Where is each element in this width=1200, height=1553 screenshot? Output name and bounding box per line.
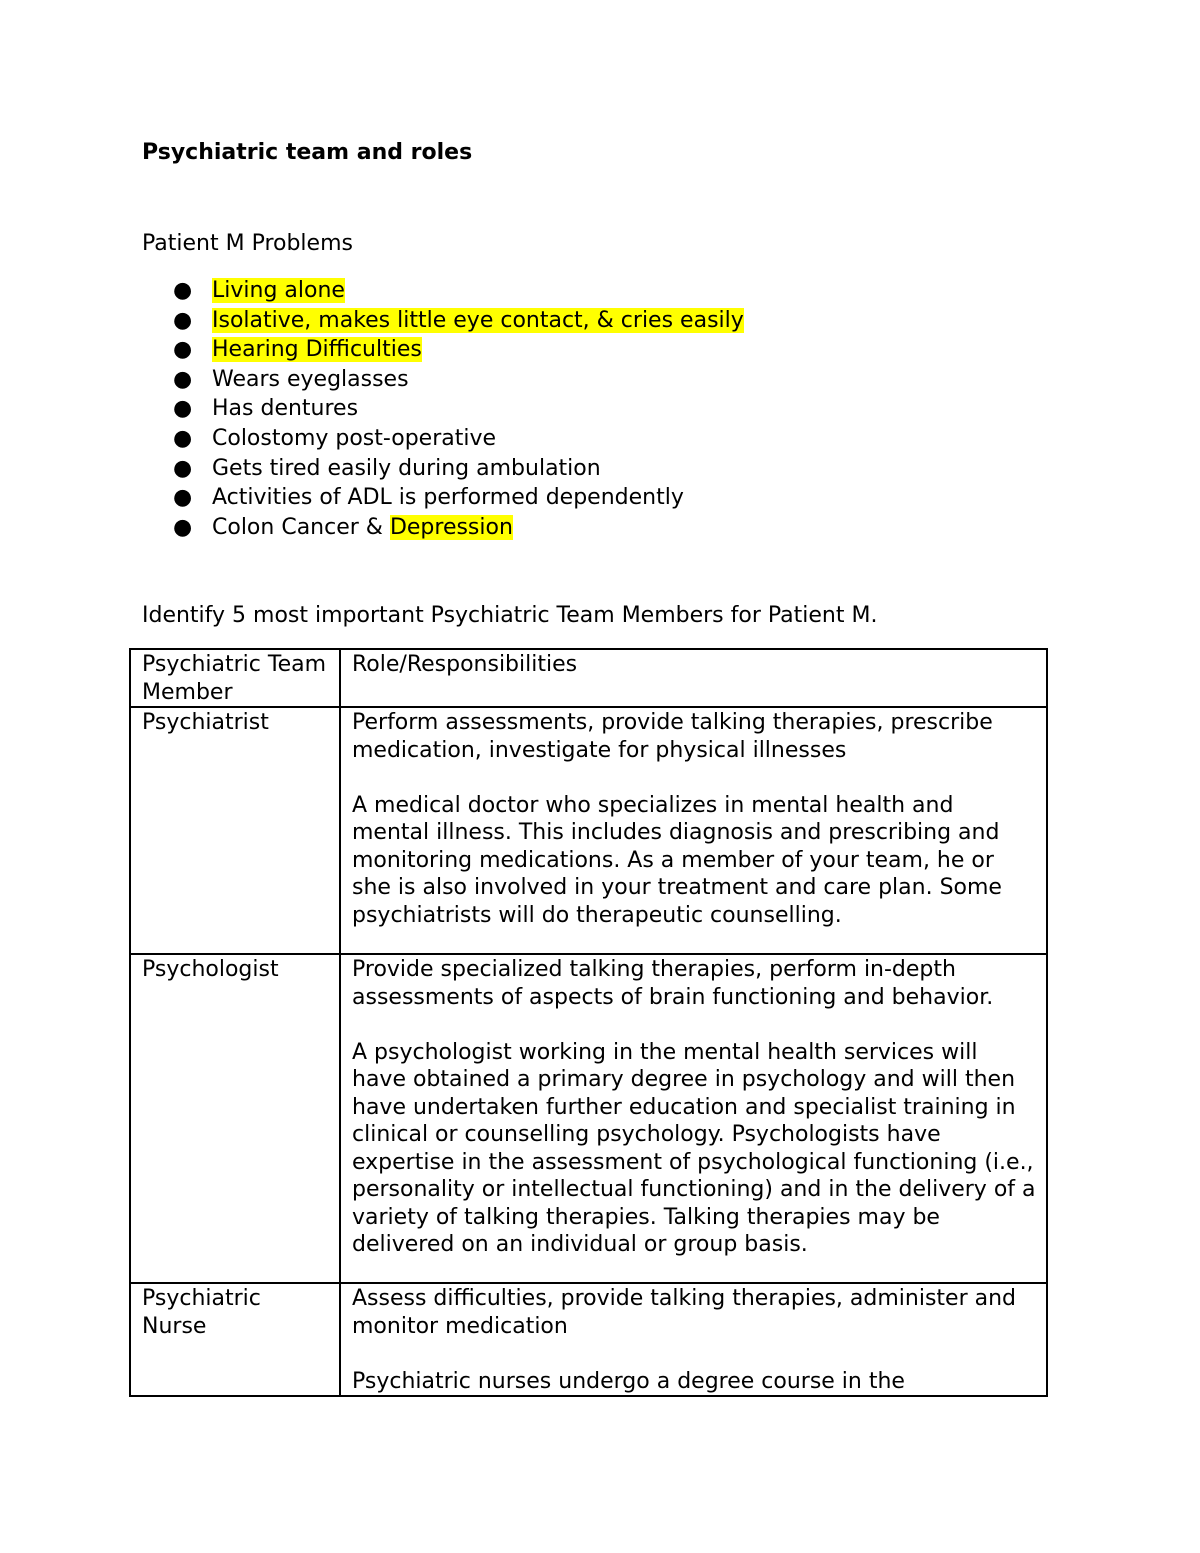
member-cell: Psychiatric Nurse: [130, 1283, 340, 1396]
problem-list: [142, 276, 744, 542]
header-cell-role: Role/Responsibilities: [340, 649, 1047, 707]
table-header-row: [130, 649, 1047, 707]
list-item: [142, 394, 744, 424]
bullet-icon: ●: [173, 425, 193, 451]
bullet-icon: ●: [173, 514, 193, 540]
highlighted-text: Hearing Difficulties: [212, 337, 422, 363]
table-row: [130, 954, 1047, 1283]
document-title: Psychiatric team and roles: [142, 140, 473, 165]
bullet-icon: ●: [173, 307, 193, 333]
bullet-icon: ●: [173, 278, 193, 303]
role-summary: Perform assessments, provide talking therapies, prescribe medication, investigate for physical illnesses: [352, 710, 993, 763]
list-item: [142, 335, 744, 365]
highlighted-text: Isolative, makes little eye contact, & cries easily: [212, 307, 744, 333]
list-item: [142, 424, 744, 454]
role-detail: A psychologist working in the mental health services will have obtained a primary degree in psychology and will then have undertaken further education and specialist training in clinical or counselling psychology. Psychologists have expertise in the assessment of psychological functioning (i.e., personality or intellectual functioning) and in the delivery of a variety of talking therapies. Talking therapies may be delivered on an individual or group basis.: [352, 1039, 1036, 1257]
problems-heading: Patient M Problems: [142, 231, 353, 256]
list-item-text: Activities of ADL is performed dependently: [212, 485, 684, 511]
role-cell: [340, 1283, 1047, 1396]
role-cell: [340, 707, 1047, 954]
bullet-icon: ●: [173, 485, 193, 511]
header-cell-member: Psychiatric Team Member: [130, 649, 340, 707]
list-item: [142, 454, 744, 484]
member-cell: Psychologist: [130, 954, 340, 1283]
list-item-text: Has dentures: [212, 396, 359, 422]
paragraph-gap: [352, 764, 1036, 792]
list-item: [142, 483, 744, 513]
instruction-text: Identify 5 most important Psychiatric Team Members for Patient M.: [142, 603, 878, 628]
highlighted-text: Depression: [389, 514, 513, 540]
role-summary: Assess difficulties, provide talking therapies, administer and monitor medication: [352, 1286, 1017, 1339]
role-detail: A medical doctor who specializes in mental health and mental illness. This includes diagnosis and prescribing and monitoring medications. As a member of your team, he or she is also involved in your treatment and care plan. Some psychiatrists will do therapeutic counselling.: [352, 792, 1002, 928]
member-cell: Psychiatrist: [130, 707, 340, 954]
table-row: [130, 1283, 1047, 1396]
list-item-text: Colon Cancer &: [212, 514, 390, 540]
list-item: [142, 513, 744, 543]
bullet-icon: ●: [173, 366, 193, 392]
list-item-text: Colostomy post-operative: [212, 425, 497, 451]
bullet-icon: ●: [173, 396, 193, 422]
table-row: [130, 707, 1047, 954]
bullet-icon: ●: [173, 455, 193, 481]
bullet-icon: ●: [173, 337, 193, 363]
role-detail: Psychiatric nurses undergo a degree course in the: [352, 1368, 905, 1394]
paragraph-gap: [352, 1340, 1036, 1368]
list-item-text: Wears eyeglasses: [212, 366, 409, 392]
list-item: [142, 365, 744, 395]
highlighted-text: Living alone: [212, 278, 345, 303]
list-item: [142, 276, 744, 306]
role-summary: Provide specialized talking therapies, perform in-depth assessments of aspects of brain functioning and behavior.: [352, 957, 994, 1010]
paragraph-gap: [352, 1011, 1036, 1039]
team-table: [129, 648, 1048, 1397]
list-item-text: Gets tired easily during ambulation: [212, 455, 601, 481]
role-cell: [340, 954, 1047, 1283]
list-item: [142, 306, 744, 336]
